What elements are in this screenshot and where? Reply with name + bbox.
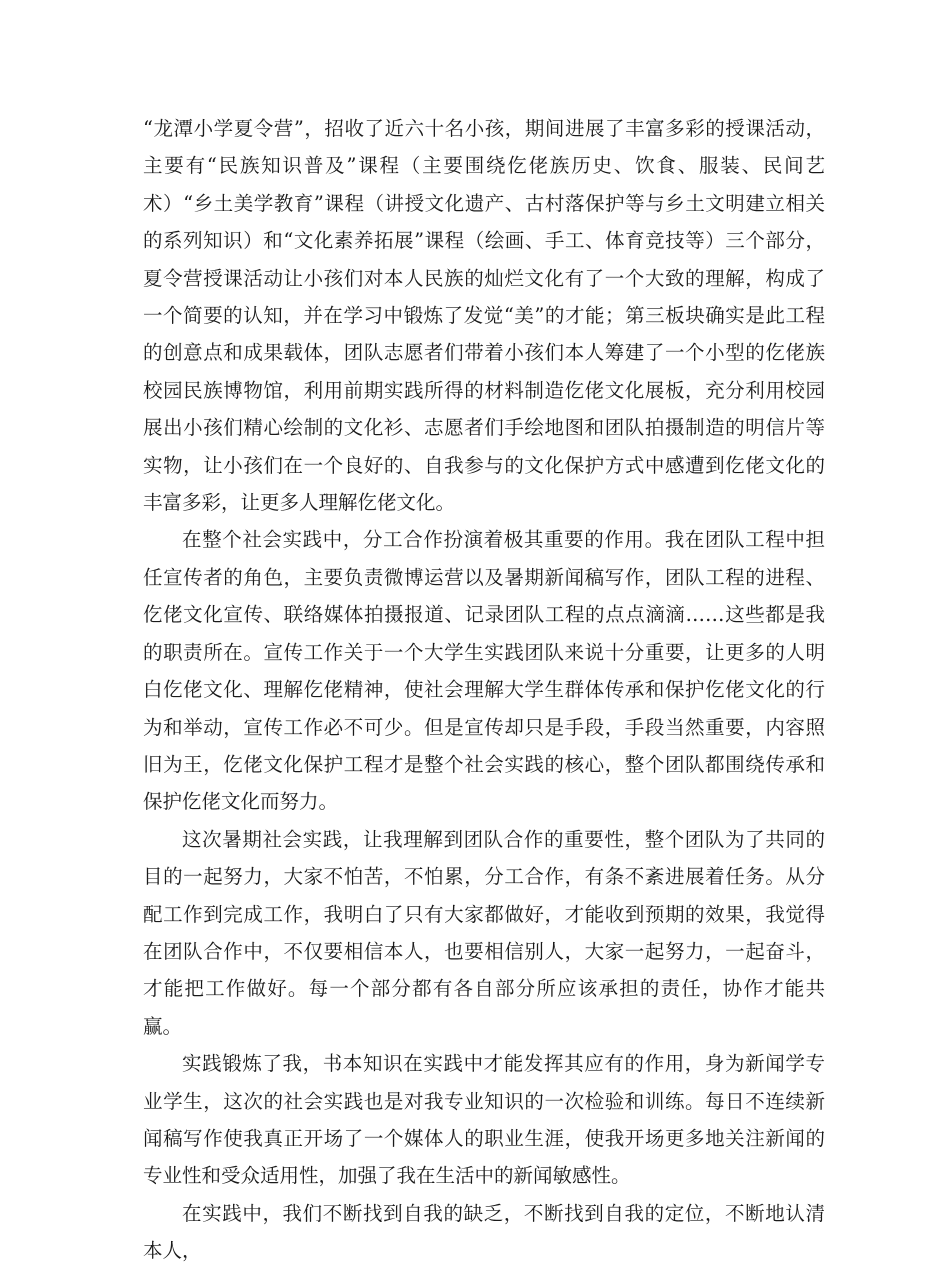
paragraph-summer-camp: “龙潭小学夏令营”，招收了近六十名小孩，期间进展了丰富多彩的授课活动，主要有“民族知识普及”课程（主要围绕仡佬族历史、饮食、服装、民间艺术）“乡土美学教育”课程（讲授文化遗产、古村落保护等与乡土文明建立相关的系列知识）和“文化素养拓展”课程（绘画、手工、体育竞技等）三个部分，夏令营授课活动让小孩们对本人民族的灿烂文化有了一个大致的理解，构成了一个简要的认知，并在学习中锻炼了发觉“美”的才能；第三板块确实是此工程的创意点和成果载体，团队志愿者们带着小孩们本人筹建了一个小型的仡佬族校园民族博物馆，利用前期实践所得的材料制造仡佬文化展板，充分利用校园展出小孩们精心绘制的文化衫、志愿者们手绘地图和团队拍摄制造的明信片等实物，让小孩们在一个良好的、自我参与的文化保护方式中感遭到仡佬文化的丰富多彩，让更多人理解仡佬文化。 — [143, 117, 825, 515]
paragraph-practice-training: 实践锻炼了我，书本知识在实践中才能发挥其应有的作用，身为新闻学专业学生，这次的社会实践也是对我专业知识的一次检验和训练。每日不连续新闻稿写作使我真正开场了一个媒体人的职业生涯，使我开场更多地关注新闻的专业性和受众适用性，加强了我在生活中的新闻敏感性。 — [143, 1052, 825, 1188]
paragraph-teamwork: 这次暑期社会实践，让我理解到团队合作的重要性，整个团队为了共同的目的一起努力，大家不怕苦，不怕累，分工合作，有条不紊进展着任务。从分配工作到完成工作，我明白了只有大家都做好，才能收到预期的效果，我觉得在团队合作中，不仅要相信本人，也要相信别人，大家一起努力，一起奋斗，才能把工作做好。每一个部分都有各自部分所应该承担的责任，协作才能共赢。 — [143, 827, 825, 1038]
paragraph-division-of-labor: 在整个社会实践中，分工合作扮演着极其重要的作用。我在团队工程中担任宣传者的角色，主要负责微博运营以及暑期新闻稿写作，团队工程的进程、仡佬文化宣传、联络媒体拍摄报道、记录团队工程的点点滴滴……这些都是我的职责所在。宣传工作关于一个大学生实践团队来说十分重要，让更多的人明白仡佬文化、理解仡佬精神，使社会理解大学生群体传承和保护仡佬文化的行为和举动，宣传工作必不可少。但是宣传却只是手段，手段当然重要，内容照旧为王，仡佬文化保护工程才是整个社会实践的核心，整个团队都围绕传承和保护仡佬文化而努力。 — [143, 528, 825, 814]
body-text — [143, 110, 825, 1270]
paragraph-self-discovery: 在实践中，我们不断找到自我的缺乏，不断找到自我的定位，不断地认清本人， — [143, 1201, 825, 1263]
